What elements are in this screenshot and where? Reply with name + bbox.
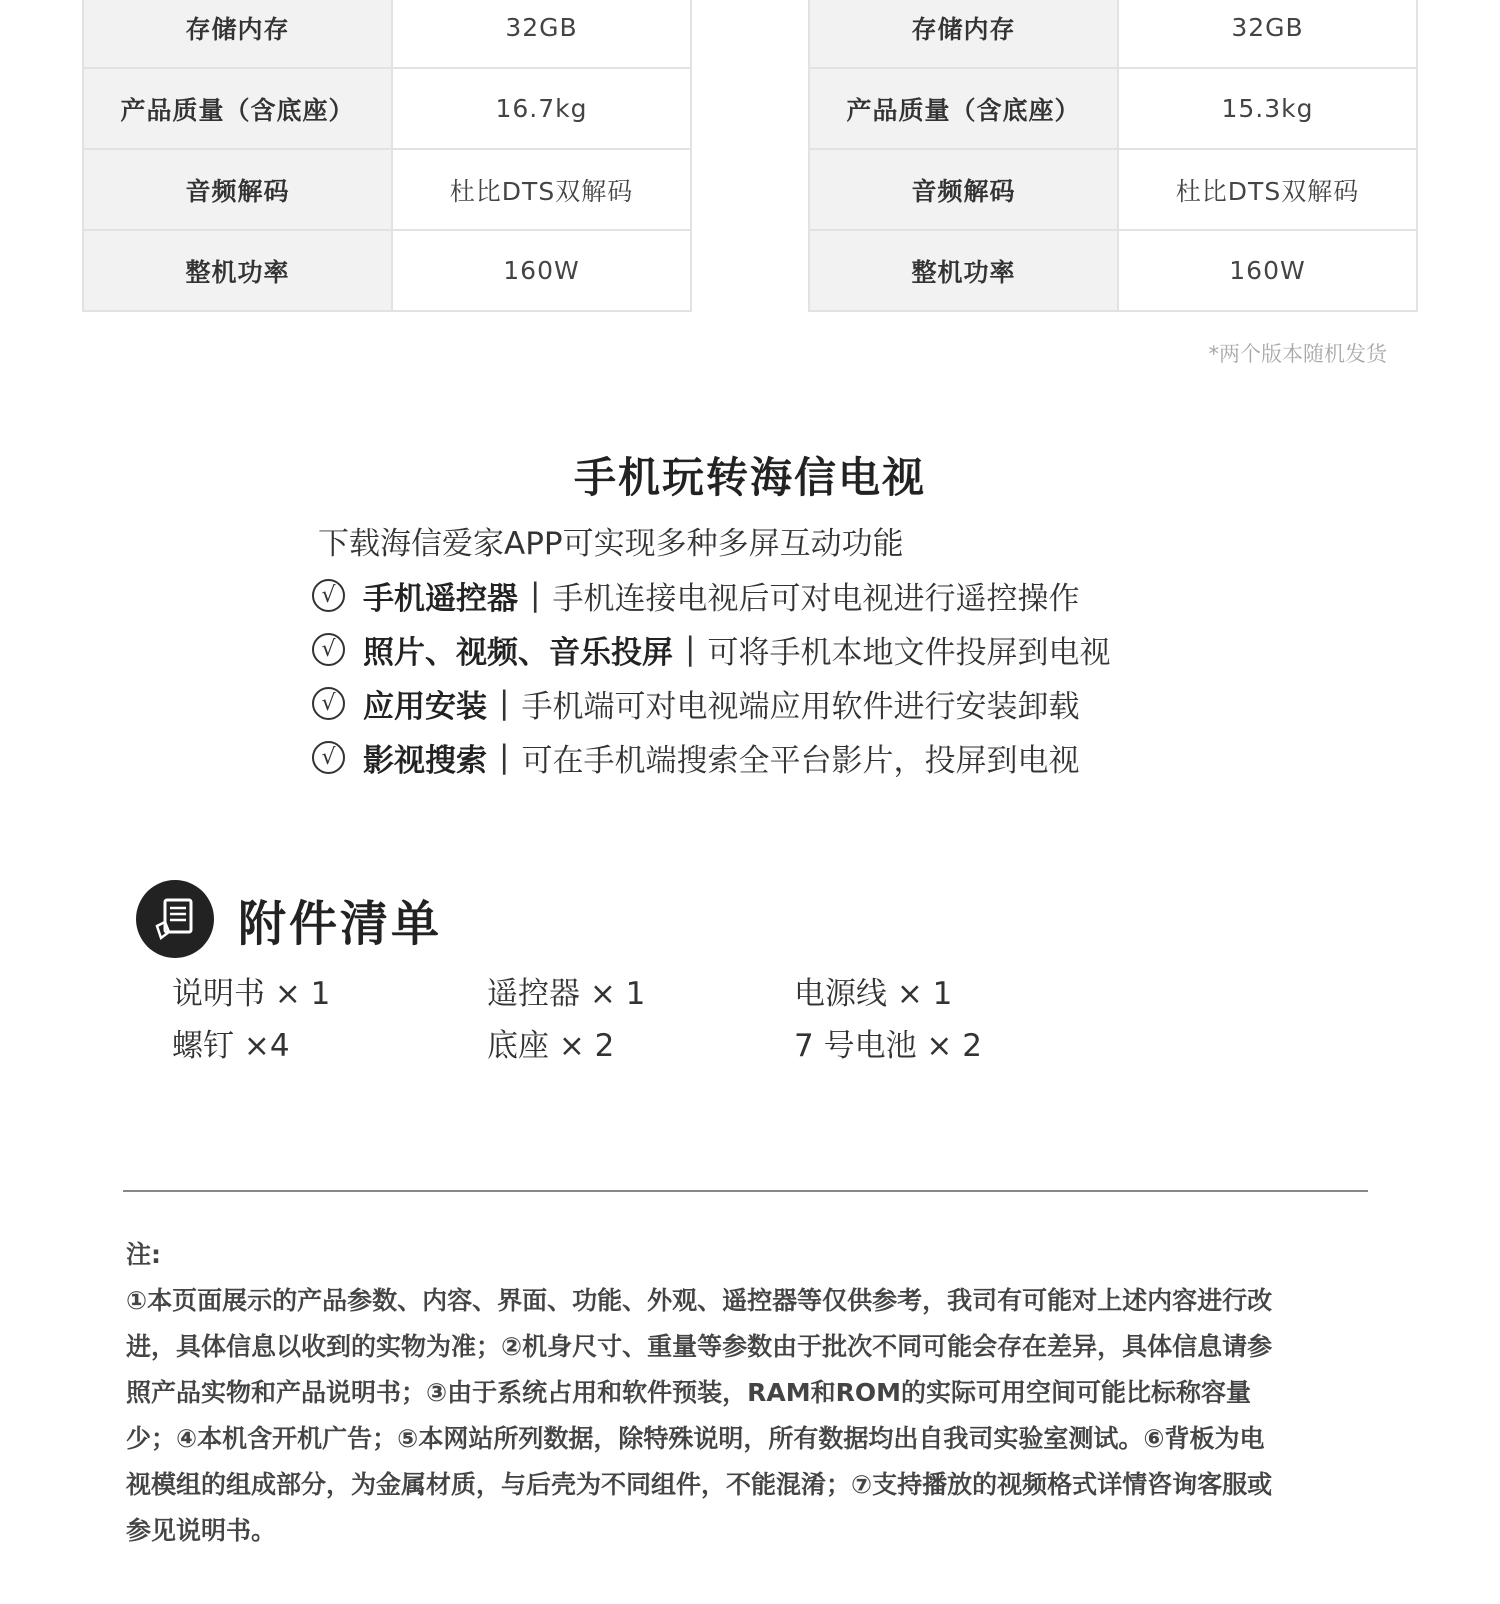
- feature-separator: |: [685, 631, 696, 667]
- notes-line: 视模组的组成部分，为金属材质，与后壳为不同组件，不能混淆；⑦支持播放的视频格式详情咨询客服或: [126, 1470, 1273, 1499]
- list-item: 螺钉 ×4: [172, 1028, 290, 1064]
- table-row: [809, 149, 1417, 230]
- list-item: 电源线 × 1: [794, 976, 953, 1012]
- check-circle-icon: √: [312, 741, 345, 774]
- spec-key: 产品质量（含底座）: [809, 68, 1118, 149]
- notes-heading: 注:: [126, 1240, 161, 1269]
- feature-desc: 可在手机端搜索全平台影片，投屏到电视: [521, 742, 1080, 779]
- spec-key: 整机功率: [83, 230, 392, 311]
- accessories-header: [136, 880, 442, 958]
- feature-name: 照片、视频、音乐投屏: [363, 634, 673, 671]
- spec-value: 160W: [392, 230, 691, 311]
- feature-name: 应用安装: [363, 688, 487, 725]
- spec-key: 存储内存: [809, 0, 1118, 68]
- feature-desc: 手机端可对电视端应用软件进行安装卸载: [521, 688, 1080, 725]
- feature-list: [312, 568, 1110, 784]
- list-item: 底座 × 2: [487, 1028, 615, 1064]
- list-item: 7 号电池 × 2: [794, 1028, 982, 1064]
- feature-separator: |: [499, 685, 510, 721]
- spec-value: 16.7kg: [392, 68, 691, 149]
- document-icon: [136, 880, 214, 958]
- notes-line: ①本页面展示的产品参数、内容、界面、功能、外观、遥控器等仅供参考，我司有可能对上述内容进行改: [126, 1286, 1273, 1315]
- section-subtitle: 下载海信爱家APP可实现多种多屏互动功能: [318, 526, 904, 562]
- notes-line: 参见说明书。: [126, 1516, 277, 1545]
- random-shipping-note: *两个版本随机发货: [1208, 342, 1387, 366]
- spec-key: 产品质量（含底座）: [83, 68, 392, 149]
- spec-table-right: [808, 0, 1418, 312]
- section-title: 手机玩转海信电视: [573, 453, 926, 502]
- notes-line: 照产品实物和产品说明书；③由于系统占用和软件预装，RAM和ROM的实际可用空间可能比标称容量: [126, 1378, 1252, 1407]
- feature-name: 影视搜索: [363, 742, 487, 779]
- spec-value: 15.3kg: [1118, 68, 1417, 149]
- table-row: [83, 149, 691, 230]
- divider: [123, 1190, 1368, 1192]
- notes-line: 进，具体信息以收到的实物为准；②机身尺寸、重量等参数由于批次不同可能会存在差异，具体信息请参: [126, 1332, 1273, 1361]
- feature-separator: |: [499, 739, 510, 775]
- table-row: [83, 230, 691, 311]
- spec-value: 杜比DTS双解码: [392, 149, 691, 230]
- feature-name: 手机遥控器: [363, 580, 518, 617]
- list-item: 遥控器 × 1: [487, 976, 646, 1012]
- spec-value: 160W: [1118, 230, 1417, 311]
- notes-line: 少；④本机含开机广告；⑤本网站所列数据，除特殊说明，所有数据均出自我司实验室测试。⑥背板为电: [126, 1424, 1265, 1453]
- spec-table-left: [82, 0, 692, 312]
- spec-value: 32GB: [392, 0, 691, 68]
- spec-value: 32GB: [1118, 0, 1417, 68]
- feature-desc: 手机连接电视后可对电视进行遥控操作: [552, 580, 1080, 617]
- table-row: [83, 68, 691, 149]
- feature-item: [312, 568, 1110, 622]
- spec-value: 杜比DTS双解码: [1118, 149, 1417, 230]
- spec-key: 整机功率: [809, 230, 1118, 311]
- table-row: [83, 0, 691, 68]
- notes-block: [126, 1232, 1371, 1554]
- check-circle-icon: √: [312, 579, 345, 612]
- table-row: [809, 68, 1417, 149]
- table-row: [809, 230, 1417, 311]
- check-circle-icon: √: [312, 633, 345, 666]
- spec-key: 存储内存: [83, 0, 392, 68]
- accessories-title: 附件清单: [238, 895, 443, 952]
- check-circle-icon: √: [312, 687, 345, 720]
- spec-key: 音频解码: [83, 149, 392, 230]
- feature-item: [312, 730, 1110, 784]
- table-row: [809, 0, 1417, 68]
- feature-item: [312, 676, 1110, 730]
- feature-separator: |: [530, 577, 541, 613]
- feature-desc: 可将手机本地文件投屏到电视: [707, 634, 1111, 671]
- list-item: 说明书 × 1: [172, 976, 331, 1012]
- feature-item: [312, 622, 1110, 676]
- spec-key: 音频解码: [809, 149, 1118, 230]
